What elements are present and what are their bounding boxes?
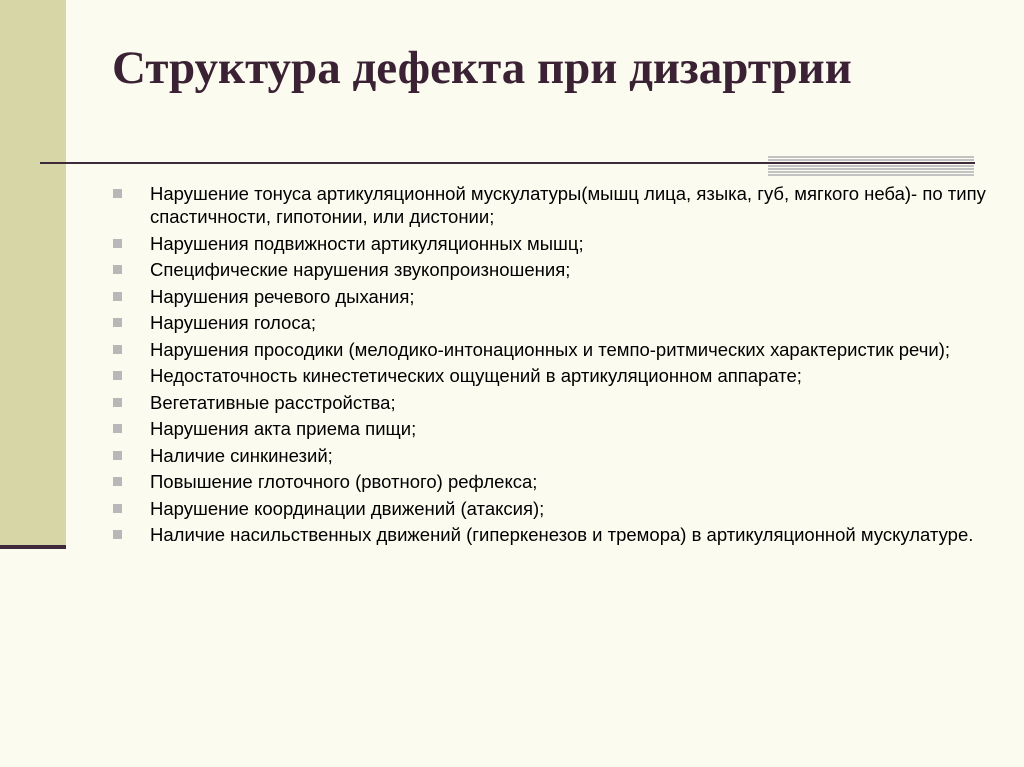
square-bullet-icon	[113, 189, 122, 198]
square-bullet-icon	[113, 530, 122, 539]
list-item-text: Вегетативные расстройства;	[150, 391, 396, 413]
square-bullet-icon	[113, 345, 122, 354]
list-item-text: Нарушения подвижности артикуляционных мышц;	[150, 232, 584, 254]
bullet-list	[113, 182, 993, 550]
list-item-text: Нарушения просодики (мелодико-интонационных и темпо-ритмических характеристик речи);	[150, 338, 950, 360]
list-item-text: Специфические нарушения звукопроизношения;	[150, 259, 571, 280]
square-bullet-icon	[113, 318, 122, 327]
list-item-text: Нарушения речевого дыхания;	[150, 285, 415, 307]
list-item	[113, 258, 993, 281]
list-item-text: Наличие синкинезий;	[150, 444, 333, 466]
title-accent-stripes	[768, 156, 974, 176]
list-item-text: Повышение глоточного (рвотного) рефлекса;	[150, 471, 538, 492]
square-bullet-icon	[113, 398, 122, 407]
list-item	[113, 338, 993, 361]
list-item	[113, 391, 993, 414]
list-item-text: Нарушение координации движений (атаксия);	[150, 497, 545, 519]
list-item	[113, 523, 993, 546]
list-item-text: Наличие насильственных движений (гиперкенезов и тремора) в артикуляционной мускулатуре.	[150, 524, 974, 545]
left-decorative-bar	[0, 0, 66, 545]
square-bullet-icon	[113, 292, 122, 301]
square-bullet-icon	[113, 424, 122, 433]
slide-title: Структура дефекта при дизартрии	[112, 42, 852, 94]
list-item	[113, 182, 993, 228]
square-bullet-icon	[113, 451, 122, 460]
square-bullet-icon	[113, 371, 122, 380]
list-item-text: Недостаточность кинестетических ощущений в артикуляционном аппарате;	[150, 365, 802, 386]
list-item	[113, 470, 993, 493]
list-item	[113, 364, 993, 387]
list-item	[113, 444, 993, 467]
list-item	[113, 417, 993, 440]
left-bar-divider	[0, 545, 66, 549]
list-item	[113, 285, 993, 308]
square-bullet-icon	[113, 477, 122, 486]
square-bullet-icon	[113, 504, 122, 513]
list-item-text: Нарушения акта приема пищи;	[150, 418, 417, 439]
square-bullet-icon	[113, 239, 122, 248]
list-item-text: Нарушения голоса;	[150, 312, 317, 333]
list-item	[113, 232, 993, 255]
square-bullet-icon	[113, 265, 122, 274]
list-item	[113, 311, 993, 334]
list-item	[113, 497, 993, 520]
list-item-text: Нарушение тонуса артикуляционной мускулатуры(мышц лица, языка, губ, мягкого неба)- по типу спастичности, гипотонии, или дистонии;	[150, 183, 986, 227]
